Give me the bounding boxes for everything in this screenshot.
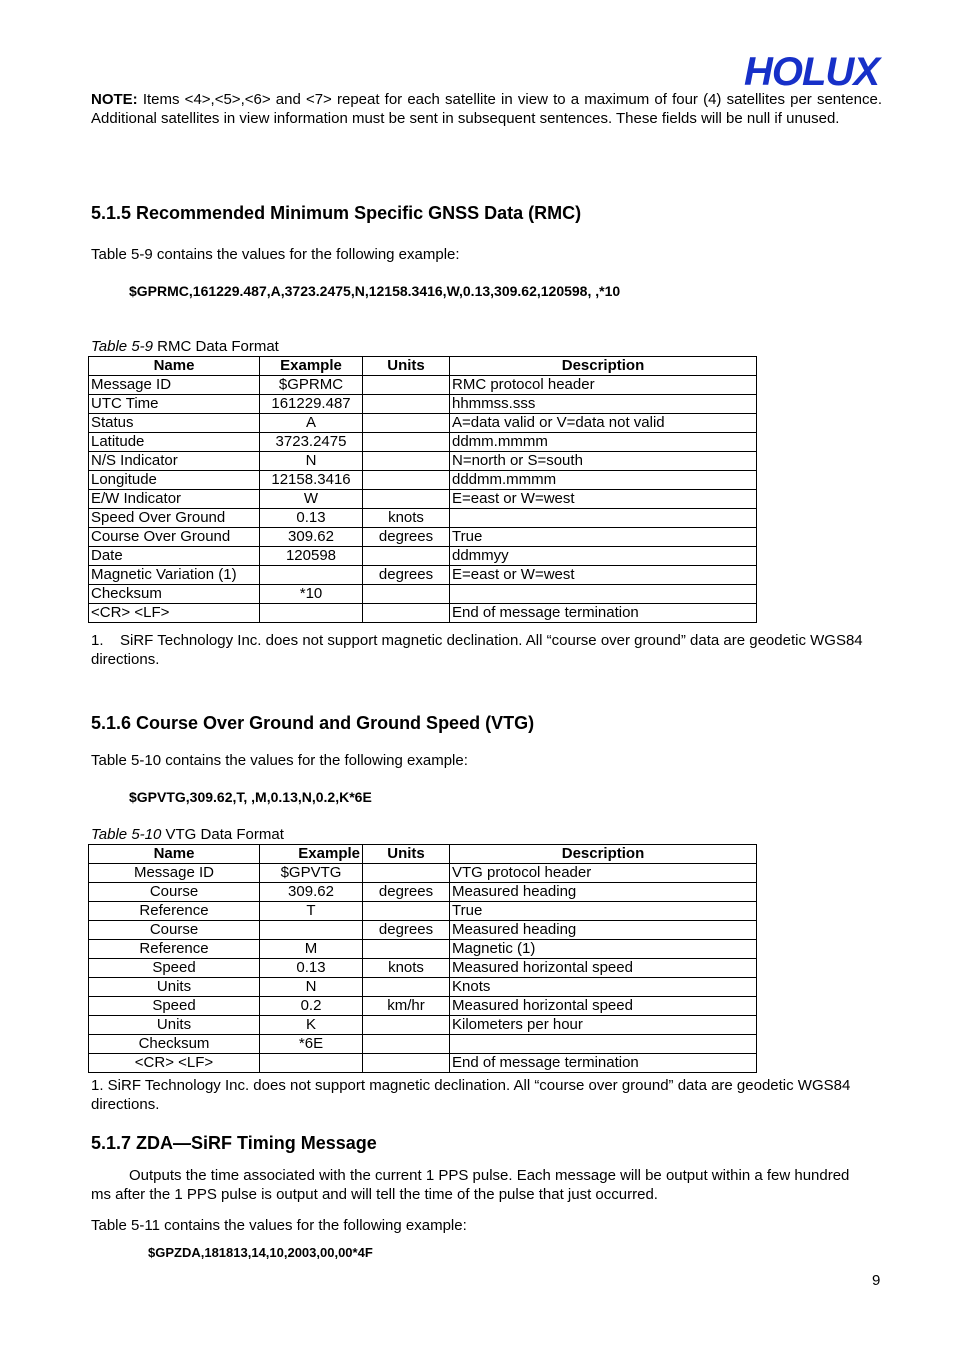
vtg-cell-example: *6E [260,1035,363,1054]
rmc-cell-units [363,376,450,395]
vtg-cell-description: End of message termination [450,1054,757,1073]
rmc-cell-description: ddmm.mmmm [450,433,757,452]
rmc-footnote-number: 1. [91,632,104,649]
vtg-cell-description: Measured heading [450,921,757,940]
rmc-cell-name: Longitude [89,471,260,490]
vtg-cell-example: T [260,902,363,921]
zda-intro: Table 5-11 contains the values for the following example: [91,1217,467,1234]
rmc-cell-example [260,566,363,585]
vtg-cell-example: 309.62 [260,883,363,902]
rmc-cell-units [363,604,450,623]
vtg-cell-name: Speed [89,959,260,978]
rmc-cell-name: UTC Time [89,395,260,414]
rmc-cell-units: knots [363,509,450,528]
rmc-table-caption [91,338,279,355]
vtg-cell-example [260,921,363,940]
rmc-row [89,566,757,585]
rmc-cell-description: E=east or W=west [450,566,757,585]
rmc-cell-example: $GPRMC [260,376,363,395]
vtg-cell-name: Course [89,921,260,940]
rmc-row [89,509,757,528]
vtg-cell-units: degrees [363,883,450,902]
rmc-cell-description: ddmmyy [450,547,757,566]
rmc-row [89,585,757,604]
rmc-cell-example: *10 [260,585,363,604]
vtg-cell-units [363,902,450,921]
vtg-cell-name: <CR> <LF> [89,1054,260,1073]
rmc-table [88,356,757,623]
vtg-cell-units [363,1016,450,1035]
vtg-cell-description: Kilometers per hour [450,1016,757,1035]
rmc-cell-units [363,471,450,490]
rmc-cell-description [450,585,757,604]
vtg-footnote: 1. SiRF Technology Inc. does not support magnetic declination. All “course over ground” data are geodetic WGS84 directions. [91,1077,851,1113]
vtg-cell-example: 0.2 [260,997,363,1016]
rmc-example: $GPRMC,161229.487,A,3723.2475,N,12158.3416,W,0.13,309.62,120598, ,*10 [129,283,621,299]
vtg-cell-name: Course [89,883,260,902]
vtg-cell-name: Units [89,978,260,997]
rmc-cell-description: End of message termination [450,604,757,623]
vtg-cell-units [363,940,450,959]
vtg-row [89,902,757,921]
rmc-cell-units [363,433,450,452]
vtg-row [89,1054,757,1073]
vtg-cell-example [260,1054,363,1073]
vtg-cell-example: M [260,940,363,959]
rmc-cell-name: Checksum [89,585,260,604]
rmc-cell-units: degrees [363,528,450,547]
vtg-table-caption [91,826,284,843]
rmc-cell-description: N=north or S=south [450,452,757,471]
vtg-row [89,883,757,902]
rmc-cell-example: W [260,490,363,509]
vtg-cell-description: Magnetic (1) [450,940,757,959]
vtg-row [89,997,757,1016]
page-number: 9 [872,1272,881,1289]
rmc-row [89,471,757,490]
rmc-row [89,452,757,471]
vtg-caption-number: Table 5-10 [91,826,162,843]
rmc-heading: 5.1.5 Recommended Minimum Specific GNSS Data (RMC) [91,203,582,223]
note-text: Items <4>,<5>,<6> and <7> repeat for each satellite in view to a maximum of four (4) satellites per sentence. Additional satellites in view information must be sent in subsequent sentences. These fields will be null if unused. [91,91,883,127]
vtg-col-example: Example [260,845,363,864]
rmc-caption-text: RMC Data Format [153,338,279,355]
zda-example: $GPZDA,181813,14,10,2003,00,00*4F [148,1245,373,1260]
rmc-intro: Table 5-9 contains the values for the following example: [91,246,460,263]
vtg-cell-description: Measured heading [450,883,757,902]
rmc-cell-units [363,585,450,604]
vtg-cell-example: 0.13 [260,959,363,978]
rmc-cell-units: degrees [363,566,450,585]
rmc-row [89,395,757,414]
vtg-row [89,1016,757,1035]
vtg-cell-units [363,978,450,997]
zda-heading: 5.1.7 ZDA—SiRF Timing Message [91,1133,377,1153]
vtg-cell-name: Message ID [89,864,260,883]
rmc-cell-example: A [260,414,363,433]
vtg-cell-description: True [450,902,757,921]
vtg-row [89,959,757,978]
rmc-cell-name: <CR> <LF> [89,604,260,623]
vtg-caption-text: VTG Data Format [161,826,284,843]
vtg-header-row [89,845,757,864]
rmc-cell-name: Latitude [89,433,260,452]
rmc-footnote-text-line1: SiRF Technology Inc. does not support magnetic declination. All “course over ground” data are geodetic WGS84 directions. [91,632,863,668]
rmc-cell-name: Date [89,547,260,566]
vtg-cell-units: knots [363,959,450,978]
zda-paragraph: Outputs the time associated with the current 1 PPS pulse. Each message will be output within a few hundred ms after the 1 PPS pulse is output and will tell the time of the pulse that just occurred. [91,1167,850,1203]
rmc-cell-example: 120598 [260,547,363,566]
rmc-row [89,414,757,433]
rmc-footnote [91,631,871,669]
vtg-col-units: Units [363,845,450,864]
rmc-cell-name: Speed Over Ground [89,509,260,528]
vtg-row [89,978,757,997]
rmc-row [89,376,757,395]
vtg-cell-name: Checksum [89,1035,260,1054]
vtg-cell-name: Speed [89,997,260,1016]
vtg-cell-name: Reference [89,940,260,959]
vtg-col-description: Description [450,845,757,864]
rmc-cell-description: dddmm.mmmm [450,471,757,490]
vtg-cell-units [363,864,450,883]
vtg-cell-units [363,1054,450,1073]
vtg-cell-example: K [260,1016,363,1035]
rmc-cell-example: 12158.3416 [260,471,363,490]
note-label: NOTE: [91,91,138,108]
vtg-col-name: Name [89,845,260,864]
rmc-cell-name: E/W Indicator [89,490,260,509]
vtg-cell-description: VTG protocol header [450,864,757,883]
rmc-cell-units [363,452,450,471]
holux-logo: HOLUX [744,50,879,94]
rmc-row [89,547,757,566]
rmc-cell-example: 3723.2475 [260,433,363,452]
vtg-row [89,864,757,883]
rmc-row [89,528,757,547]
vtg-intro: Table 5-10 contains the values for the following example: [91,752,468,769]
vtg-cell-description: Knots [450,978,757,997]
rmc-cell-description: E=east or W=west [450,490,757,509]
rmc-cell-units [363,395,450,414]
rmc-cell-example: 0.13 [260,509,363,528]
vtg-table [88,844,757,1073]
vtg-cell-description: Measured horizontal speed [450,997,757,1016]
vtg-example: $GPVTG,309.62,T, ,M,0.13,N,0.2,K*6E [129,789,372,805]
rmc-cell-description: A=data valid or V=data not valid [450,414,757,433]
vtg-cell-units [363,1035,450,1054]
rmc-cell-name: Course Over Ground [89,528,260,547]
rmc-col-description: Description [450,357,757,376]
rmc-cell-name: N/S Indicator [89,452,260,471]
vtg-cell-description [450,1035,757,1054]
rmc-row [89,490,757,509]
rmc-cell-example [260,604,363,623]
rmc-cell-example: N [260,452,363,471]
rmc-cell-description [450,509,757,528]
note-paragraph [91,90,882,128]
rmc-cell-name: Message ID [89,376,260,395]
vtg-cell-example: N [260,978,363,997]
vtg-cell-name: Units [89,1016,260,1035]
vtg-cell-example: $GPVTG [260,864,363,883]
vtg-cell-name: Reference [89,902,260,921]
vtg-heading: 5.1.6 Course Over Ground and Ground Speed (VTG) [91,713,535,733]
rmc-cell-units [363,490,450,509]
rmc-cell-example: 161229.487 [260,395,363,414]
rmc-col-units: Units [363,357,450,376]
rmc-row [89,433,757,452]
vtg-row [89,921,757,940]
rmc-cell-description: hhmmss.sss [450,395,757,414]
vtg-cell-units: degrees [363,921,450,940]
rmc-cell-description: True [450,528,757,547]
rmc-cell-description: RMC protocol header [450,376,757,395]
rmc-cell-example: 309.62 [260,528,363,547]
rmc-row [89,604,757,623]
rmc-col-example: Example [260,357,363,376]
rmc-col-name: Name [89,357,260,376]
vtg-cell-description: Measured horizontal speed [450,959,757,978]
vtg-row [89,1035,757,1054]
vtg-row [89,940,757,959]
rmc-cell-name: Status [89,414,260,433]
rmc-cell-name: Magnetic Variation (1) [89,566,260,585]
rmc-cell-units [363,414,450,433]
rmc-cell-units [363,547,450,566]
rmc-caption-number: Table 5-9 [91,338,153,355]
rmc-header-row [89,357,757,376]
vtg-cell-units: km/hr [363,997,450,1016]
